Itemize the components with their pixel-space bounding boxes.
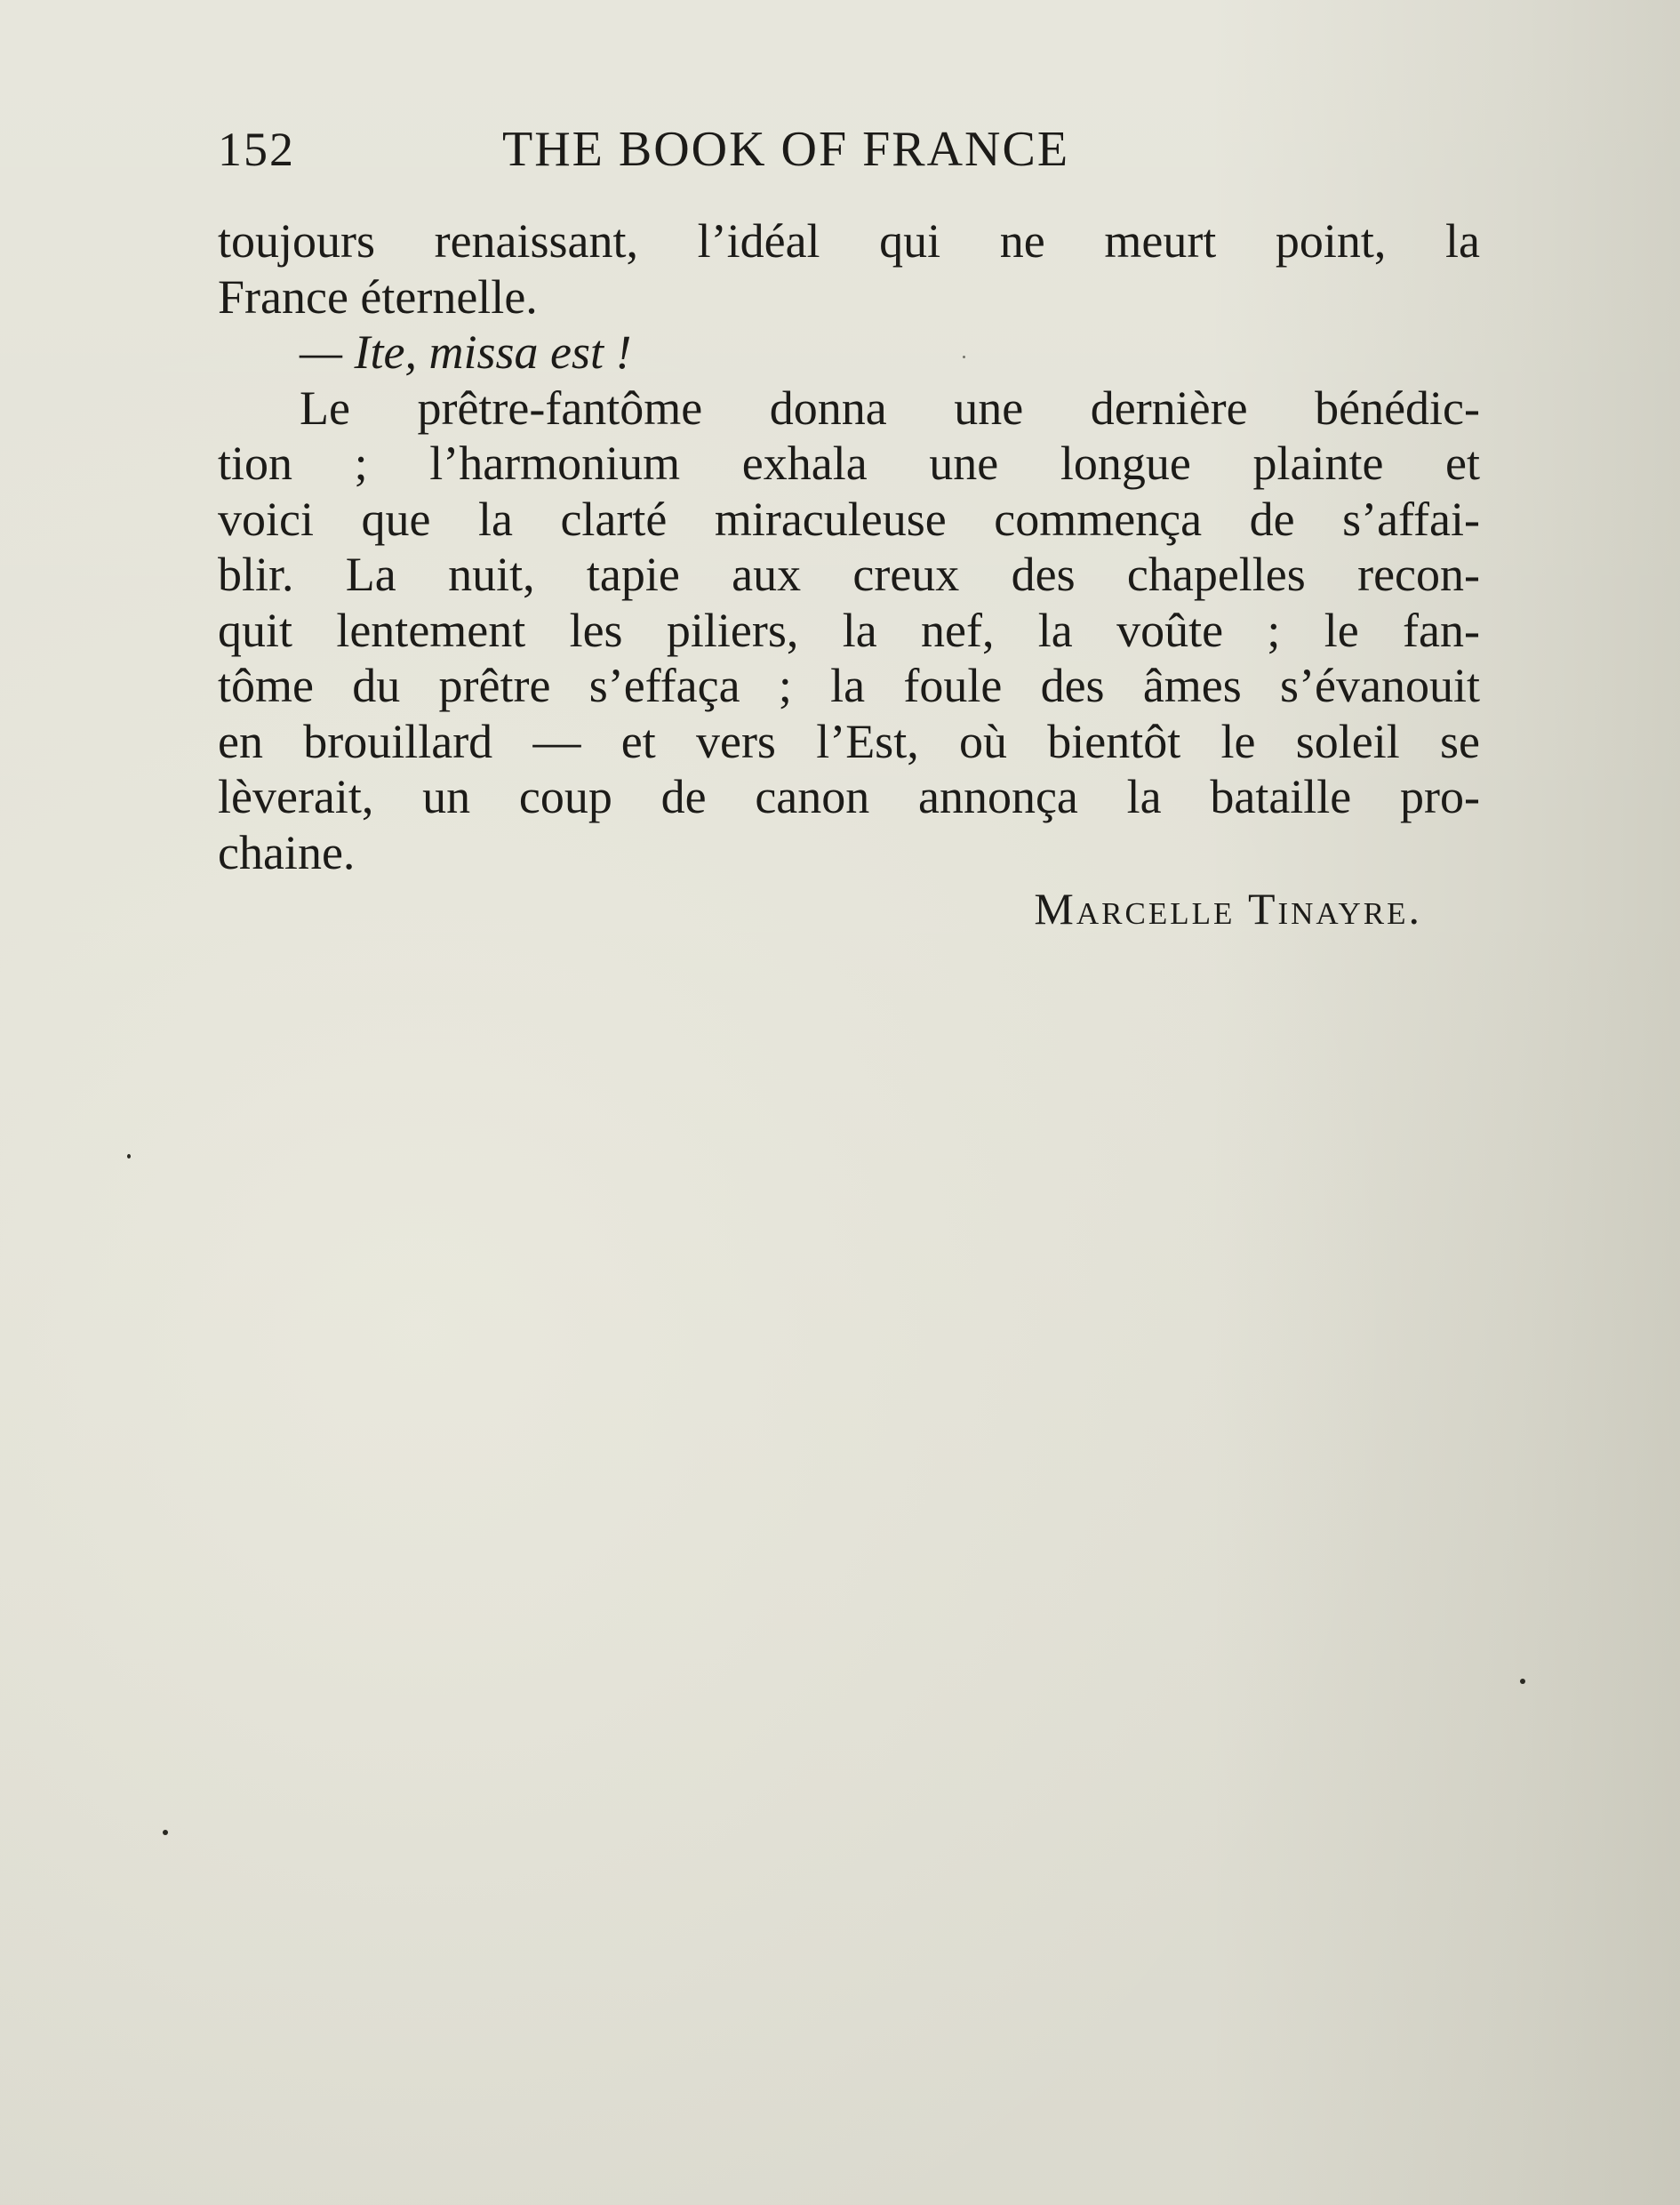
running-head: [218, 114, 1196, 185]
text-line: toujours renaissant, l’idéal qui ne meurt point, la: [218, 214, 1480, 268]
text-line: lèverait, un coup de canon annonça la bataille pro-: [218, 770, 1480, 823]
text-line: tôme du prêtre s’effaça ; la foule des âmes s’évanouit: [218, 659, 1480, 712]
paper-speck: [163, 1830, 168, 1835]
text-line: blir. La nuit, tapie aux creux des chapelles recon-: [218, 548, 1480, 601]
text-line: Le prêtre-fantôme donna une dernière bénédic-: [300, 381, 1480, 435]
text-line-italic: — Ite, missa est !: [300, 325, 632, 379]
text-line: en brouillard — et vers l’Est, où bientôt le soleil se: [218, 714, 1480, 768]
paper-speck: [1520, 1679, 1525, 1684]
body-text: [218, 213, 1480, 880]
paper-speck: [963, 356, 965, 358]
page-number: 152: [218, 123, 295, 176]
paper-speck: [127, 1154, 131, 1159]
author-signature: Marcelle Tinayre.: [1034, 884, 1422, 934]
text-line: France éternelle.: [218, 269, 538, 324]
text-line: chaine.: [218, 825, 356, 879]
text-line: tion ; l’harmonium exhala une longue plainte et: [218, 437, 1480, 490]
running-title: THE BOOK OF FRANCE: [502, 122, 1070, 177]
text-line: voici que la clarté miraculeuse commença de s’affai-: [218, 492, 1480, 546]
text-line: quit lentement les piliers, la nef, la voûte ; le fan-: [218, 603, 1480, 657]
